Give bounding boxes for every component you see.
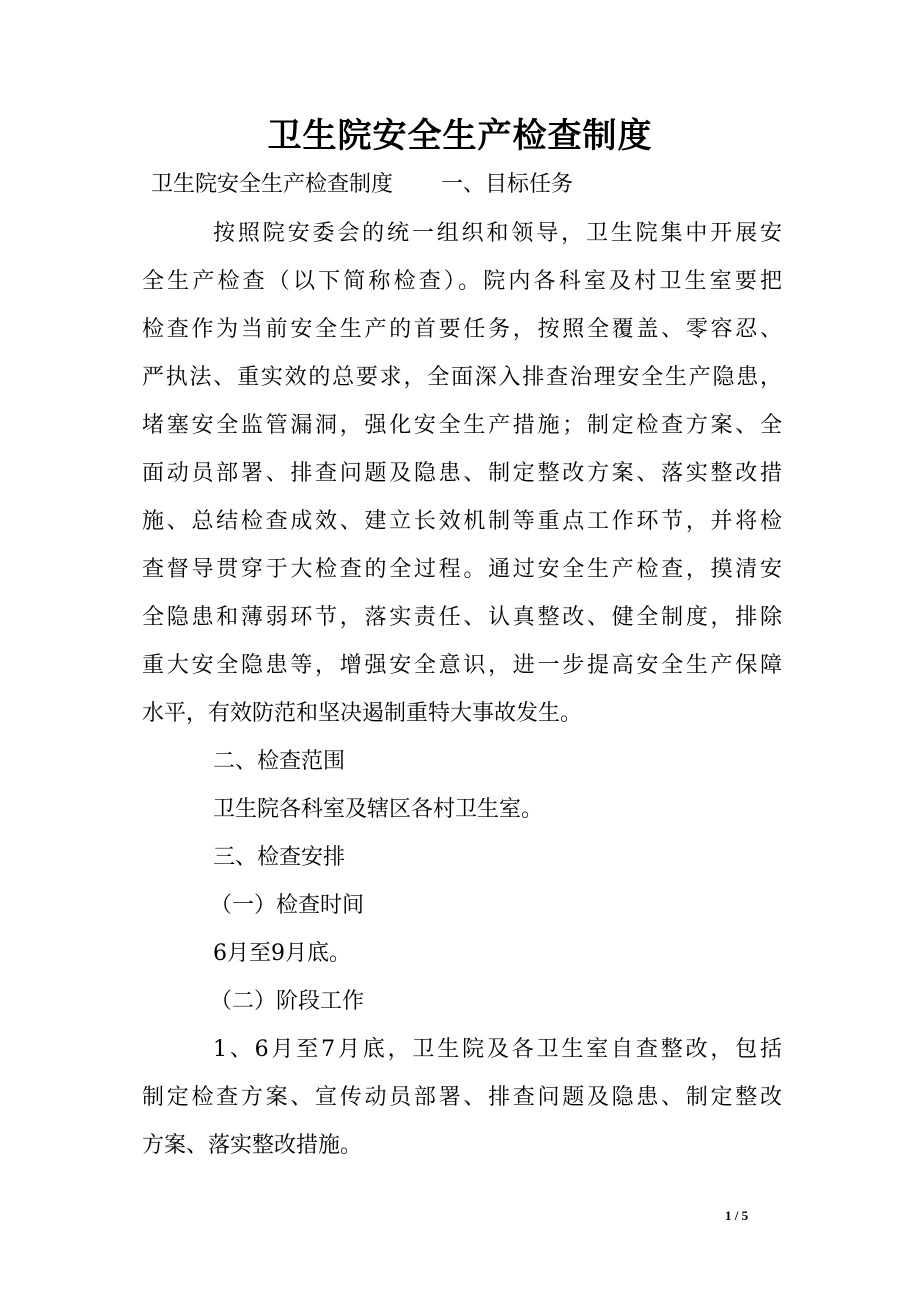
body-line: 按照院安委会的统一组织和领导，卫生院集中开展安 — [213, 221, 782, 246]
body-line: 重大安全隐患等，增强安全意识，进一步提高安全生产保障 — [142, 653, 782, 678]
section-heading: 二、检查范围 — [213, 749, 346, 774]
body-line: 6月至9月底。 — [213, 941, 351, 966]
body-line: 全生产检查（以下简称检查）。院内各科室及村卫生室要把 — [142, 269, 782, 294]
body-line: 卫生院各科室及辖区各村卫生室。 — [213, 797, 544, 822]
document-subtitle — [151, 169, 573, 201]
body-line: 制定检查方案、宣传动员部署、排查问题及隐患、制定整改 — [142, 1085, 782, 1110]
section-heading: 三、检查安排 — [213, 845, 346, 870]
body-line: 水平，有效防范和坚决遏制重特大事故发生。 — [142, 701, 583, 726]
subsection-heading: （二）阶段工作 — [210, 989, 365, 1014]
document-title: 卫生院安全生产检查制度 — [267, 116, 653, 156]
body-line: 查督导贯穿于大检查的全过程。通过安全生产检查，摸清安 — [142, 557, 782, 582]
body-line: 检查作为当前安全生产的首要任务，按照全覆盖、零容忍、 — [142, 317, 782, 342]
body-line: 1、6月至7月底，卫生院及各卫生室自查整改，包括 — [213, 1037, 782, 1062]
body-line: 严执法、重实效的总要求，全面深入排查治理安全生产隐患， — [142, 365, 782, 390]
page-number: 1 / 5 — [725, 1208, 749, 1223]
body-line: 全隐患和薄弱环节，落实责任、认真整改、健全制度，排除 — [142, 605, 782, 630]
body-line: 堵塞安全监管漏洞，强化安全生产措施；制定检查方案、全 — [142, 413, 782, 438]
subsection-heading: （一）检查时间 — [210, 893, 365, 918]
body-line: 施、总结检查成效、建立长效机制等重点工作环节，并将检 — [142, 509, 782, 534]
subtitle-left: 卫生院安全生产检查制度 — [151, 172, 394, 197]
body-line: 面动员部署、排查问题及隐患、制定整改方案、落实整改措 — [142, 461, 782, 486]
body-line: 方案、落实整改措施。 — [142, 1133, 363, 1158]
subtitle-right: 一、目标任务 — [441, 172, 574, 197]
